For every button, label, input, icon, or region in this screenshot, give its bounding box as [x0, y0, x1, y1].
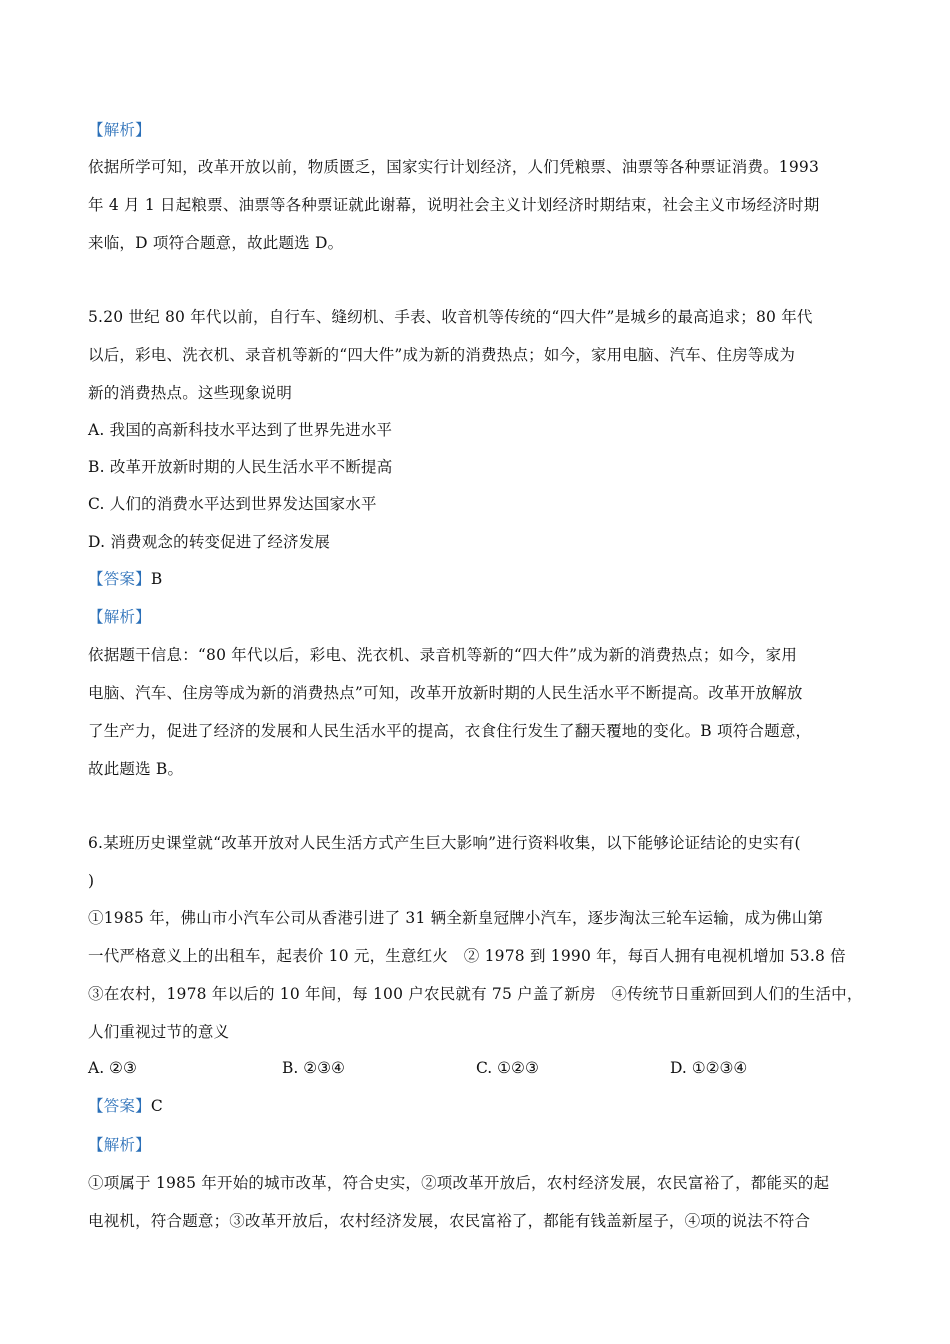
question-5-answer: [88, 569, 162, 589]
question-6-option-a: A. ②③: [88, 1059, 137, 1077]
question-6-stem-line: 人们重视过节的意义: [88, 1023, 230, 1041]
question-5-option-b: B. 改革开放新时期的人民生活水平不断提高: [88, 458, 393, 476]
answer-label: 【答案】: [88, 570, 151, 588]
question-6-option-b: B. ②③④: [282, 1059, 345, 1077]
analysis-label: 【解析】: [88, 608, 151, 626]
analysis-text-line: ①项属于 1985 年开始的城市改革，符合史实，②项改革开放后，农村经济发展，农民富裕了，都能买的起: [88, 1174, 830, 1192]
question-5-option-a: A. 我国的高新科技水平达到了世界先进水平: [88, 421, 393, 439]
answer-value: C: [150, 1097, 163, 1115]
question-5-option-d: D. 消费观念的转变促进了经济发展: [88, 533, 331, 551]
answer-label: 【答案】: [88, 1097, 151, 1115]
question-6-stem-line: ③在农村，1978 年以后的 10 年间，每 100 户农民就有 75 户盖了新房 ④传统节日重新回到人们的生活中，: [88, 985, 863, 1003]
analysis-text-line: 电脑、汽车、住房等成为新的消费热点”可知，改革开放新时期的人民生活水平不断提高。改革开放解放: [88, 684, 803, 702]
analysis-text-line: 了生产力，促进了经济的发展和人民生活水平的提高，衣食住行发生了翻天覆地的变化。B 项符合题意，: [88, 722, 812, 740]
question-5-stem-line: 以后，彩电、洗衣机、录音机等新的“四大件”成为新的消费热点；如今，家用电脑、汽车、住房等成为: [88, 346, 796, 364]
answer-value: B: [150, 570, 163, 588]
analysis-text-line: 电视机，符合题意；③改革开放后，农村经济发展，农民富裕了，都能有钱盖新屋子，④项的说法不符合: [88, 1212, 811, 1230]
question-6-option-d: D. ①②③④: [670, 1059, 748, 1077]
analysis-text-line: 来临，D 项符合题意，故此题选 D。: [88, 234, 344, 252]
analysis-text-line: 依据所学可知，改革开放以前，物质匮乏，国家实行计划经济，人们凭粮票、油票等各种票证消费。1993: [88, 158, 820, 176]
question-6-answer: [88, 1096, 163, 1116]
analysis-text-line: 故此题选 B。: [88, 760, 184, 778]
question-6-option-c: C. ①②③: [476, 1059, 539, 1077]
question-6-stem-line: 一代严格意义上的出租车，起表价 10 元，生意红火 ② 1978 到 1990 年，每百人拥有电视机增加 53.8 倍: [88, 947, 846, 965]
question-6-stem-line: 6.某班历史课堂就“改革开放对人民生活方式产生巨大影响”进行资料收集，以下能够论证结论的史实有(: [88, 834, 801, 852]
question-5-stem-line: 新的消费热点。这些现象说明: [88, 384, 293, 402]
analysis-label: 【解析】: [88, 121, 151, 139]
analysis-text-line: 年 4 月 1 日起粮票、油票等各种票证就此谢幕，说明社会主义计划经济时期结束，社会主义市场经济时期: [88, 196, 820, 214]
analysis-text-line: 依据题干信息：“80 年代以后，彩电、洗衣机、录音机等新的“四大件”成为新的消费热点；如今，家用: [88, 646, 798, 664]
analysis-label: 【解析】: [88, 1136, 151, 1154]
question-5-stem-line: 5.20 世纪 80 年代以前，自行车、缝纫机、手表、收音机等传统的“四大件”是城乡的最高追求；80 年代: [88, 308, 813, 326]
question-6-stem-line: ): [88, 872, 95, 890]
question-5-option-c: C. 人们的消费水平达到世界发达国家水平: [88, 495, 377, 513]
question-6-stem-line: ①1985 年，佛山市小汽车公司从香港引进了 31 辆全新皇冠牌小汽车，逐步淘汰三轮车运输，成为佛山第: [88, 909, 824, 927]
